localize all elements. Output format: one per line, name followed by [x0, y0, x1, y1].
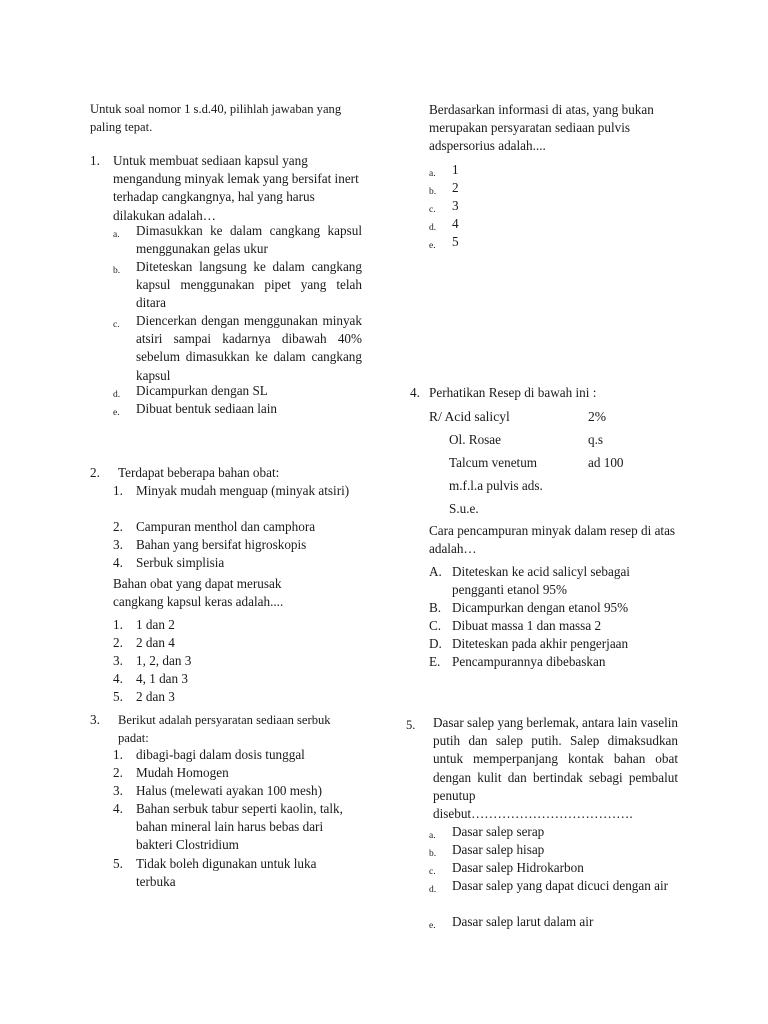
option-label: d. [429, 223, 437, 233]
option-text: Dicampurkan dengan SL [136, 383, 268, 398]
option-label: e. [429, 921, 436, 931]
option-label: A. [429, 564, 442, 579]
option-label: D. [429, 636, 442, 651]
recipe-dose: q.s [588, 432, 604, 447]
option-label: a. [429, 169, 436, 179]
item-label: 1. [113, 747, 123, 762]
item-text: Mudah Homogen [136, 765, 229, 780]
option-label: a. [429, 831, 436, 841]
option-text: Diteteskan pada akhir pengerjaan [452, 636, 629, 651]
option-text: 1 [452, 162, 459, 177]
question-number: 1. [90, 153, 100, 168]
option-label: e. [429, 241, 436, 251]
option-label: E. [429, 654, 441, 669]
question-number: 5. [406, 718, 416, 732]
question-number: 2. [90, 465, 100, 480]
option-text: 1, 2, dan 3 [136, 653, 192, 668]
item-label: 4. [113, 801, 123, 816]
option-text: Diteteskan langsung ke dalam cangkang kapsul menggunakan pipet yang telah ditara [136, 259, 362, 311]
option-text: Diencerkan dengan menggunakan minyak atsiri sampai kadarnya dibawah 40% sebelum dimasukkan ke dalam cangkang kapsul [136, 313, 362, 383]
question-text: Berikut adalah persyaratan sediaan serbuk padat: [118, 713, 331, 746]
option-label: C. [429, 618, 442, 633]
option-label: 1. [113, 617, 123, 632]
option-text: 4, 1 dan 3 [136, 671, 189, 686]
option-text: Dimasukkan ke dalam cangkang kapsul menggunakan gelas ukur [136, 223, 362, 257]
option-text: Dasar salep Hidrokarbon [452, 860, 584, 875]
recipe-dose: ad 100 [588, 455, 624, 470]
item-label: 5. [113, 856, 123, 871]
question-text: Dasar salep yang berlemak, antara lain vaselin putih dan salep putih. Salep dimaksudkan untuk memperpanjang kontak bahan obat dengan kulit dan bertindak sebagi pembalut penutup disebut………………………………. [433, 715, 678, 822]
question-text: Untuk membuat sediaan kapsul yang mengandung minyak lemak yang bersifat inert terhadap cangkangnya, hal yang harus dilakukan adalah… [113, 153, 359, 223]
option-label: a. [113, 230, 120, 240]
item-text: dibagi-bagi dalam dosis tunggal [136, 747, 305, 762]
option-label: c. [429, 867, 436, 877]
option-label: e. [113, 408, 120, 418]
option-label: b. [113, 266, 121, 276]
question-prompt: Bahan obat yang dapat merusak cangkang kapsul keras adalah.... [113, 576, 284, 610]
question-number: 3. [90, 712, 100, 727]
item-text: Halus (melewati ayakan 100 mesh) [136, 783, 323, 798]
question-text: Perhatikan Resep di bawah ini : [429, 385, 597, 400]
option-label: 5. [113, 689, 123, 704]
option-text: 2 dan 3 [136, 689, 175, 704]
option-text: 5 [452, 234, 459, 249]
question-prompt: Berdasarkan informasi di atas, yang bukan merupakan persyaratan sediaan pulvis adspersorius adalah.... [429, 102, 654, 154]
item-label: 2. [113, 765, 123, 780]
option-label: 4. [113, 671, 123, 686]
item-label: 1. [113, 483, 123, 498]
item-text: Serbuk simplisia [136, 555, 225, 570]
option-label: B. [429, 600, 442, 615]
item-text: Tidak boleh digunakan untuk luka terbuka [136, 856, 317, 890]
option-text: 1 dan 2 [136, 617, 175, 632]
option-label: b. [429, 187, 437, 197]
item-label: 3. [113, 783, 123, 798]
question-number: 4. [410, 385, 420, 400]
item-label: 4. [113, 555, 123, 570]
item-text: Campuran menthol dan camphora [136, 519, 316, 534]
option-text: 2 [452, 180, 459, 195]
instruction-text: Untuk soal nomor 1 s.d.40, pilihlah jawaban yang paling tepat. [90, 102, 342, 135]
option-text: Dasar salep serap [452, 824, 545, 839]
recipe-note: S.u.e. [449, 501, 479, 516]
recipe-ingredient: Talcum venetum [449, 455, 538, 470]
recipe-ingredient: R/ Acid salicyl [429, 409, 510, 424]
option-text: 4 [452, 216, 459, 231]
option-text: 3 [452, 198, 459, 213]
option-label: d. [429, 885, 437, 895]
option-label: c. [429, 205, 436, 215]
recipe-dose: 2% [588, 409, 607, 424]
item-text: Minyak mudah menguap (minyak atsiri) [136, 483, 350, 498]
option-label: d. [113, 390, 121, 400]
option-text: Dibuat massa 1 dan massa 2 [452, 618, 602, 633]
item-label: 2. [113, 519, 123, 534]
option-text: Dibuat bentuk sediaan lain [136, 401, 277, 416]
option-text: Dasar salep larut dalam air [452, 914, 594, 929]
item-text: Bahan serbuk tabur seperti kaolin, talk, bahan mineral lain harus bebas dari bakteri Clostridium [136, 801, 343, 853]
option-text: Diteteskan ke acid salicyl sebagai pengganti etanol 95% [452, 564, 630, 598]
option-label: 2. [113, 635, 123, 650]
item-text: Bahan yang bersifat higroskopis [136, 537, 307, 552]
question-prompt: Cara pencampuran minyak dalam resep di atas adalah… [429, 523, 676, 557]
option-label: 3. [113, 653, 123, 668]
option-text: Dasar salep hisap [452, 842, 545, 857]
option-text: Pencampurannya dibebaskan [452, 654, 606, 669]
option-label: c. [113, 320, 120, 330]
option-text: 2 dan 4 [136, 635, 175, 650]
recipe-ingredient: Ol. Rosae [449, 432, 502, 447]
item-label: 3. [113, 537, 123, 552]
question-text: Terdapat beberapa bahan obat: [118, 465, 280, 480]
option-text: Dasar salep yang dapat dicuci dengan air [452, 878, 669, 893]
option-text: Dicampurkan dengan etanol 95% [452, 600, 629, 615]
recipe-note: m.f.l.a pulvis ads. [449, 478, 543, 493]
option-label: b. [429, 849, 437, 859]
